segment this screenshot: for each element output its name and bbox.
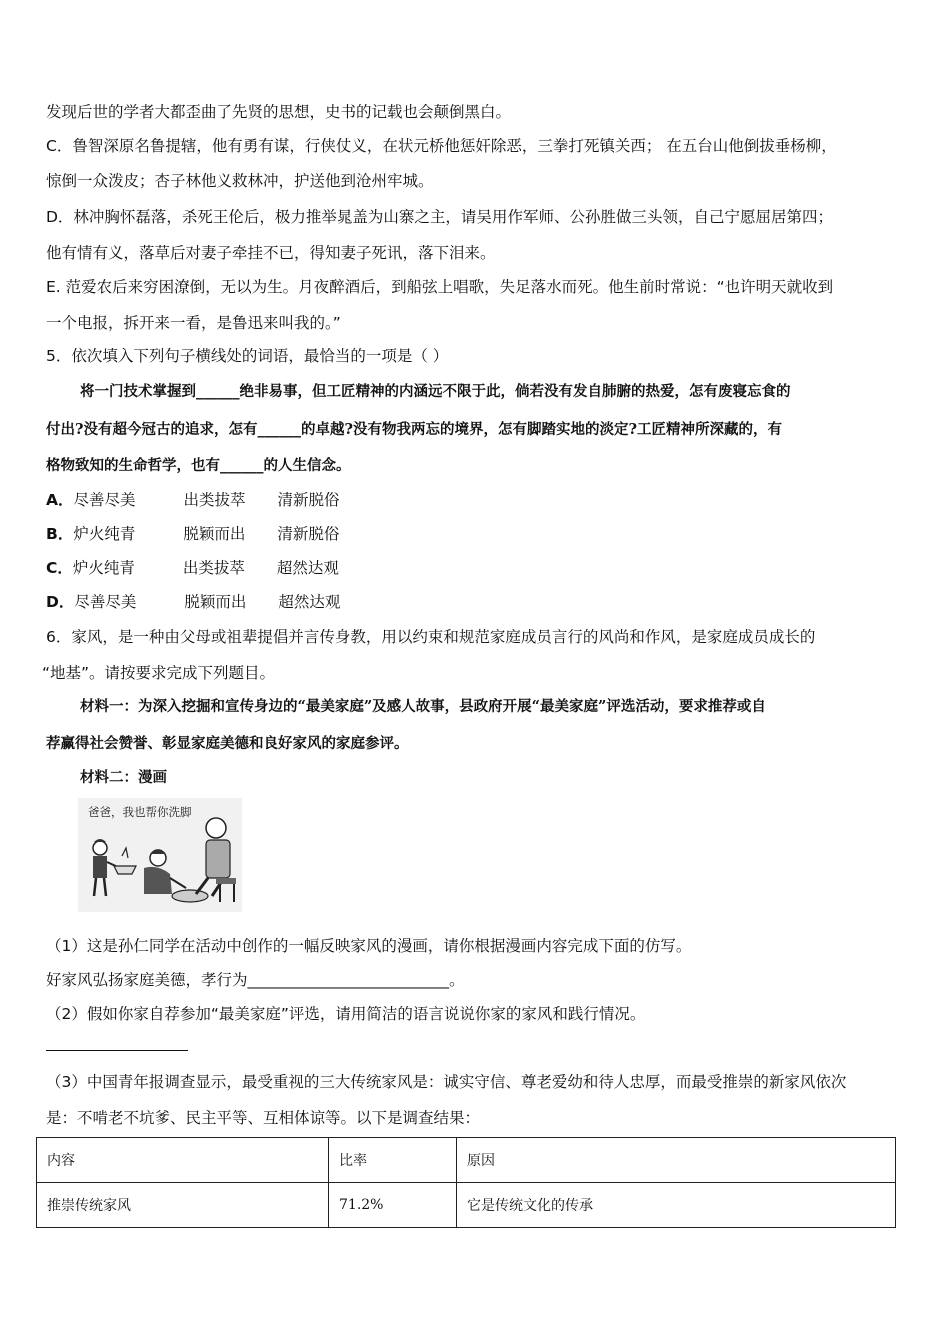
text-line: 发现后世的学者大都歪曲了先贤的思想，史书的记载也会颠倒黑白。 xyxy=(46,103,512,121)
material-1-line1: 材料一：为深入挖掘和宣传身边的“最美家庭”及感人故事，县政府开展“最美家庭”评选活动，要求推荐或自 xyxy=(80,698,766,715)
sub-question-1-fill: 好家风弘扬家庭美德，孝行为__________________________。 xyxy=(46,971,465,989)
option-word: 出类拔萃 xyxy=(183,491,246,509)
option-word: 超然达观 xyxy=(278,593,341,611)
question-5-option-a xyxy=(46,490,340,510)
table-header-cell: 内容 xyxy=(37,1138,329,1183)
table-cell: 71.2% xyxy=(329,1183,457,1228)
question-5-option-d xyxy=(46,592,340,612)
option-c-line2: 惊倒一众泼皮；杏子林他义救林冲，护送他到沧州牢城。 xyxy=(46,172,434,190)
material-2-label: 材料二：漫画 xyxy=(80,769,167,786)
cartoon-image xyxy=(78,798,242,912)
option-e-line2: 一个电报，拆开来一看，是鲁迅来叫我的。” xyxy=(46,314,341,332)
table-header-cell: 原因 xyxy=(457,1138,896,1183)
option-word: 脱颖而出 xyxy=(184,593,247,611)
question-5-option-b xyxy=(46,524,339,544)
cartoon-caption: 爸爸，我也帮你洗脚 xyxy=(88,805,192,819)
option-d-line1: D．林冲胸怀磊落，杀死王伦后，极力推举晁盖为山寨之主，请吴用作军师、公孙胜做三头领，自己宁愿屈居第四； xyxy=(46,208,833,226)
question-6-stem-line2: “地基”。请按要求完成下列题目。 xyxy=(42,664,276,682)
option-word: 清新脱俗 xyxy=(277,491,340,509)
sub-question-3-line2: 是：不啃老不坑爹、民主平等、互相体谅等。以下是调查结果： xyxy=(46,1109,481,1127)
option-word: 炉火纯青 xyxy=(72,559,135,577)
table-row xyxy=(37,1183,896,1228)
option-d-line2: 他有情有义，落草后对妻子牵挂不已，得知妻子死讯，落下泪来。 xyxy=(46,244,496,262)
option-c-line1: C．鲁智深原名鲁提辖，他有勇有谋，行侠仗义，在状元桥他惩奸除恶，三拳打死镇关西； 在五台山他倒拔垂杨柳， xyxy=(46,137,837,155)
table-header-cell: 比率 xyxy=(329,1138,457,1183)
material-1-line2: 荐赢得社会赞誉、彰显家庭美德和良好家风的家庭参评。 xyxy=(46,735,409,752)
sub-question-3-line1: （3）中国青年报调查显示，最受重视的三大传统家风是：诚实守信、尊老爱幼和待人忠厚，而最受推崇的新家风依次 xyxy=(46,1073,847,1091)
question-5-passage-line2: 付出?没有超今冠古的追求，怎有______的卓越?没有物我两忘的境界，怎有脚踏实地的淡定?工匠精神所深藏的，有 xyxy=(46,421,782,438)
option-word: 尽善尽美 xyxy=(74,593,137,611)
option-word: 超然达观 xyxy=(276,559,339,577)
question-5-passage-line3: 格物致知的生命哲学，也有______的人生信念。 xyxy=(46,457,351,474)
option-word: 清新脱俗 xyxy=(277,525,340,543)
table-header-row xyxy=(37,1138,896,1183)
option-letter: C． xyxy=(46,559,73,577)
option-letter: D． xyxy=(46,593,75,611)
survey-table xyxy=(36,1137,896,1228)
answer-blank-line xyxy=(46,1050,188,1051)
table-cell: 推崇传统家风 xyxy=(37,1183,329,1228)
option-word: 炉火纯青 xyxy=(73,525,136,543)
option-word: 出类拔萃 xyxy=(182,559,245,577)
sub-question-1: （1）这是孙仁同学在活动中创作的一幅反映家风的漫画，请你根据漫画内容完成下面的仿写。 xyxy=(46,937,692,955)
option-letter: B． xyxy=(46,525,74,543)
option-word: 脱颖而出 xyxy=(183,525,246,543)
question-5-passage-line1: 将一门技术掌握到______绝非易事，但工匠精神的内涵远不限于此，倘若没有发自肺腑的热爱，怎有废寝忘食的 xyxy=(80,383,791,400)
question-5-option-c xyxy=(46,558,339,578)
sub-question-2: （2）假如你家自荐参加“最美家庭”评选，请用简洁的语言说说你家的家风和践行情况。 xyxy=(46,1005,646,1023)
table-cell: 它是传统文化的传承 xyxy=(457,1183,896,1228)
option-letter: A． xyxy=(46,491,74,509)
option-e-line1: E. 范爱农后来穷困潦倒，无以为生。月夜醉酒后，到船弦上唱歌，失足落水而死。他生前时常说：“也许明天就收到 xyxy=(46,278,834,296)
question-6-stem-line1: 6．家风，是一种由父母或祖辈提倡并言传身教，用以约束和规范家庭成员言行的风尚和作风，是家庭成员成长的 xyxy=(46,628,816,646)
question-5-stem: 5．依次填入下列句子横线处的词语，最恰当的一项是（ ） xyxy=(46,347,449,365)
option-word: 尽善尽美 xyxy=(73,491,136,509)
